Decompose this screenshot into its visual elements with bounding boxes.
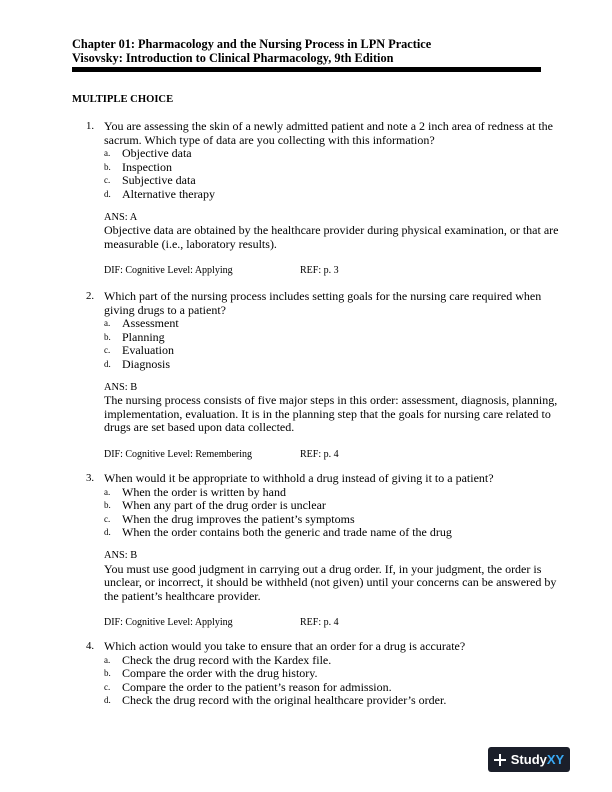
option-letter: a. bbox=[104, 486, 111, 497]
option-letter: b. bbox=[104, 161, 111, 172]
option-text: Subjective data bbox=[122, 173, 196, 188]
option-letter: b. bbox=[104, 668, 111, 679]
option-text: Diagnosis bbox=[122, 356, 170, 371]
difficulty: DIF: Cognitive Level: Remembering bbox=[104, 448, 253, 460]
question-number: 1. bbox=[86, 120, 95, 132]
option-text: Check the drug record with the Kardex file. bbox=[122, 652, 332, 667]
question-1 bbox=[86, 120, 559, 278]
answer-key: ANS: B bbox=[104, 381, 138, 393]
rationale: You must use good judgment in carrying out a drug order. If, in your judgment, the order is unclear, or incorrect, it should be withheld (not given) until your concerns can be answered by the patient’s healthcare provider. bbox=[104, 561, 557, 603]
option-b bbox=[104, 161, 559, 175]
option-letter: c. bbox=[104, 513, 111, 524]
option-b bbox=[104, 667, 559, 681]
difficulty: DIF: Cognitive Level: Applying bbox=[104, 265, 233, 277]
question-4 bbox=[86, 640, 559, 708]
option-letter: d. bbox=[104, 527, 111, 538]
option-text: When the drug improves the patient’s symptoms bbox=[122, 511, 355, 526]
question-number: 4. bbox=[86, 640, 95, 652]
option-letter: a. bbox=[104, 148, 111, 159]
option-letter: c. bbox=[104, 175, 111, 186]
option-a bbox=[104, 317, 559, 331]
plus-icon bbox=[494, 754, 506, 766]
option-letter: b. bbox=[104, 500, 111, 511]
option-a bbox=[104, 147, 559, 161]
reference: REF: p. 3 bbox=[300, 265, 339, 277]
option-b bbox=[104, 499, 559, 513]
option-text: Check the drug record with the original healthcare provider’s order. bbox=[122, 693, 447, 708]
question-text: When would it be appropriate to withhold a drug instead of giving it to a patient? bbox=[104, 471, 494, 485]
question-meta bbox=[104, 264, 559, 278]
option-text: Planning bbox=[122, 329, 165, 344]
chapter-title: Chapter 01: Pharmacology and the Nursing Process in LPN Practice bbox=[72, 37, 432, 51]
header-rule bbox=[72, 67, 541, 72]
option-text: When any part of the drug order is unclear bbox=[122, 498, 326, 513]
option-c bbox=[104, 344, 559, 358]
question-2 bbox=[86, 290, 559, 462]
reference: REF: p. 4 bbox=[300, 448, 339, 460]
question-3 bbox=[86, 472, 559, 630]
document-header bbox=[72, 37, 542, 65]
option-letter: d. bbox=[104, 188, 111, 199]
option-text: Objective data bbox=[122, 146, 192, 161]
options-list bbox=[104, 654, 559, 708]
rationale: Objective data are obtained by the healthcare provider during physical examination, or that are measurable (i.e., laboratory results). bbox=[104, 223, 559, 251]
option-text: Evaluation bbox=[122, 343, 174, 358]
difficulty: DIF: Cognitive Level: Applying bbox=[104, 617, 233, 629]
question-meta bbox=[104, 616, 559, 630]
option-d bbox=[104, 358, 559, 372]
option-c bbox=[104, 174, 559, 188]
options-list bbox=[104, 147, 559, 201]
question-text: You are assessing the skin of a newly admitted patient and note a 2 inch area of redness at the sacrum. Which type of data are you collecting with this information? bbox=[104, 119, 553, 147]
option-letter: d. bbox=[104, 695, 111, 706]
option-a bbox=[104, 486, 559, 500]
reference: REF: p. 4 bbox=[300, 617, 339, 629]
section-title: MULTIPLE CHOICE bbox=[72, 94, 174, 105]
studyxy-badge[interactable] bbox=[488, 747, 570, 772]
option-text: Inspection bbox=[122, 159, 172, 174]
option-letter: c. bbox=[104, 681, 111, 692]
options-list bbox=[104, 317, 559, 371]
option-text: Alternative therapy bbox=[122, 186, 215, 201]
brand-name: Study bbox=[510, 752, 547, 767]
question-text: Which action would you take to ensure that an order for a drug is accurate? bbox=[104, 639, 466, 653]
option-letter: a. bbox=[104, 654, 111, 665]
options-list bbox=[104, 486, 559, 540]
option-letter: c. bbox=[104, 345, 111, 356]
option-d bbox=[104, 188, 559, 202]
option-b bbox=[104, 331, 559, 345]
brand-accent: XY bbox=[546, 752, 565, 767]
option-d bbox=[104, 526, 559, 540]
option-c bbox=[104, 513, 559, 527]
question-meta bbox=[104, 448, 559, 462]
option-text: When the order contains both the generic and trade name of the drug bbox=[122, 525, 452, 540]
question-number: 2. bbox=[86, 290, 95, 302]
option-c bbox=[104, 681, 559, 695]
rationale: The nursing process consists of five major steps in this order: assessment, diagnosis, planning, implementation, evaluation. It is in the planning step that the goals for nursing care related to drugs are set based upon data collected. bbox=[104, 393, 558, 435]
book-title: Visovsky: Introduction to Clinical Pharmacology, 9th Edition bbox=[72, 51, 394, 65]
answer-key: ANS: B bbox=[104, 549, 138, 561]
option-letter: d. bbox=[104, 358, 111, 369]
option-text: When the order is written by hand bbox=[122, 484, 286, 499]
answer-key: ANS: A bbox=[104, 211, 138, 223]
option-text: Compare the order with the drug history. bbox=[122, 666, 318, 681]
option-d bbox=[104, 694, 559, 708]
option-text: Compare the order to the patient’s reason for admission. bbox=[122, 679, 392, 694]
option-text: Assessment bbox=[122, 316, 179, 331]
option-letter: b. bbox=[104, 331, 111, 342]
option-letter: a. bbox=[104, 318, 111, 329]
question-number: 3. bbox=[86, 472, 95, 484]
question-text: Which part of the nursing process includes setting goals for the nursing care required when giving drugs to a patient? bbox=[104, 289, 542, 317]
option-a bbox=[104, 654, 559, 668]
